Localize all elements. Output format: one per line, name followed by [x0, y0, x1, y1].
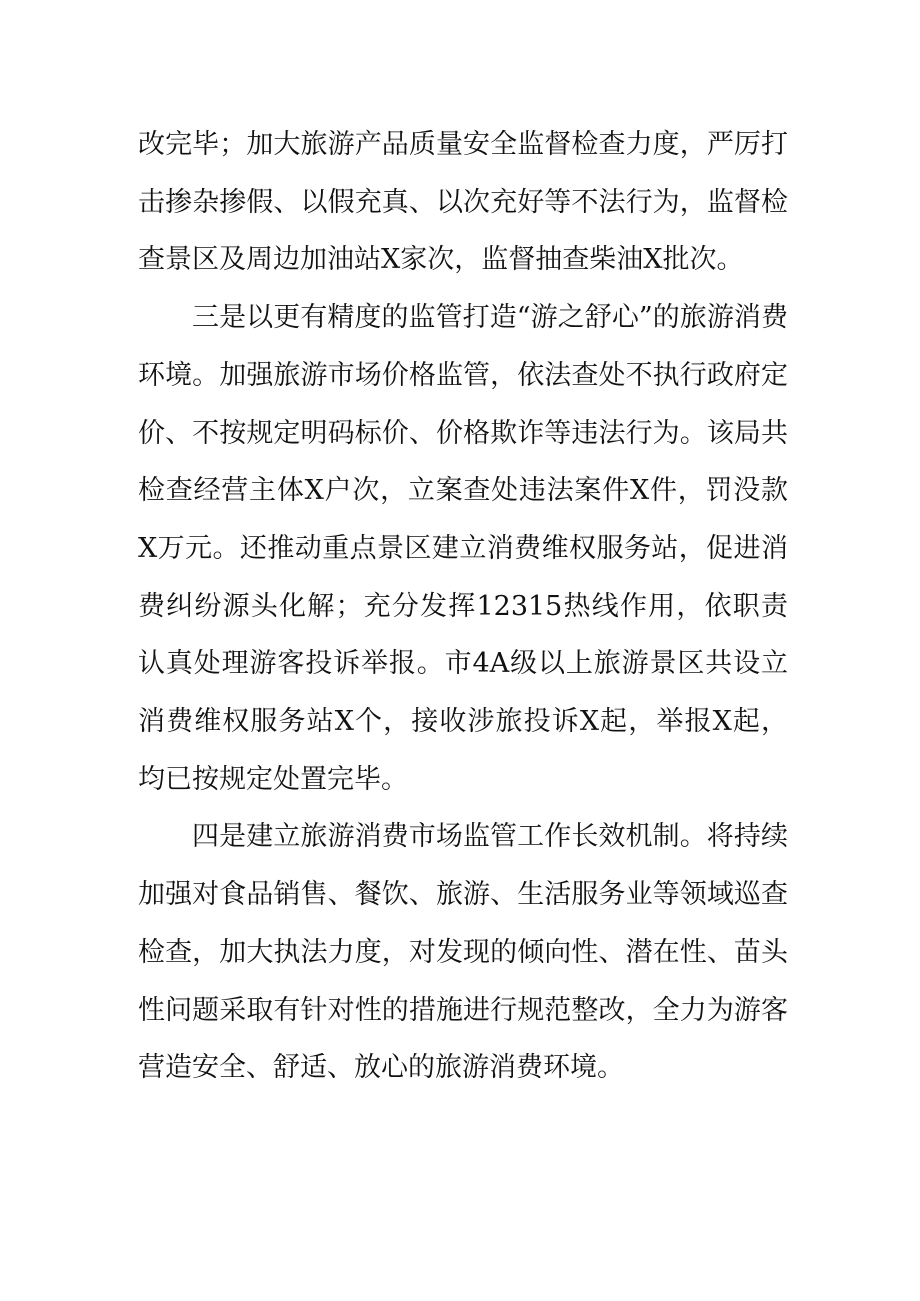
document-body	[138, 116, 788, 1097]
paragraph-long-term-mechanism: 四是建立旅游消费市场监管工作长效机制。将持续加强对食品销售、餐饮、旅游、生活服务业等领域巡查检查，加大执法力度，对发现的倾向性、潜在性、苗头性问题采取有针对性的措施进行规范整改，全力为游客营造安全、舒适、放心的旅游消费环境。	[138, 821, 788, 1084]
paragraph-continued-inspection: 改完毕；加大旅游产品质量安全监督检查力度，严厉打击掺杂掺假、以假充真、以次充好等不法行为，监督检查景区及周边加油站X家次，监督抽查柴油X批次。	[138, 129, 788, 276]
paragraph-price-supervision: 三是以更有精度的监管打造“游之舒心”的旅游消费环境。加强旅游市场价格监管，依法查处不执行政府定价、不按规定明码标价、价格欺诈等违法行为。该局共检查经营主体X户次，立案查处违法案件X件，罚没款X万元。还推动重点景区建立消费维权服务站，促进消费纠纷源头化解；充分发挥12315热线作用，依职责认真处理游客投诉举报。市4A级以上旅游景区共设立消费维权服务站X个，接收涉旅投诉X起，举报X起，均已按规定处置完毕。	[138, 302, 788, 795]
